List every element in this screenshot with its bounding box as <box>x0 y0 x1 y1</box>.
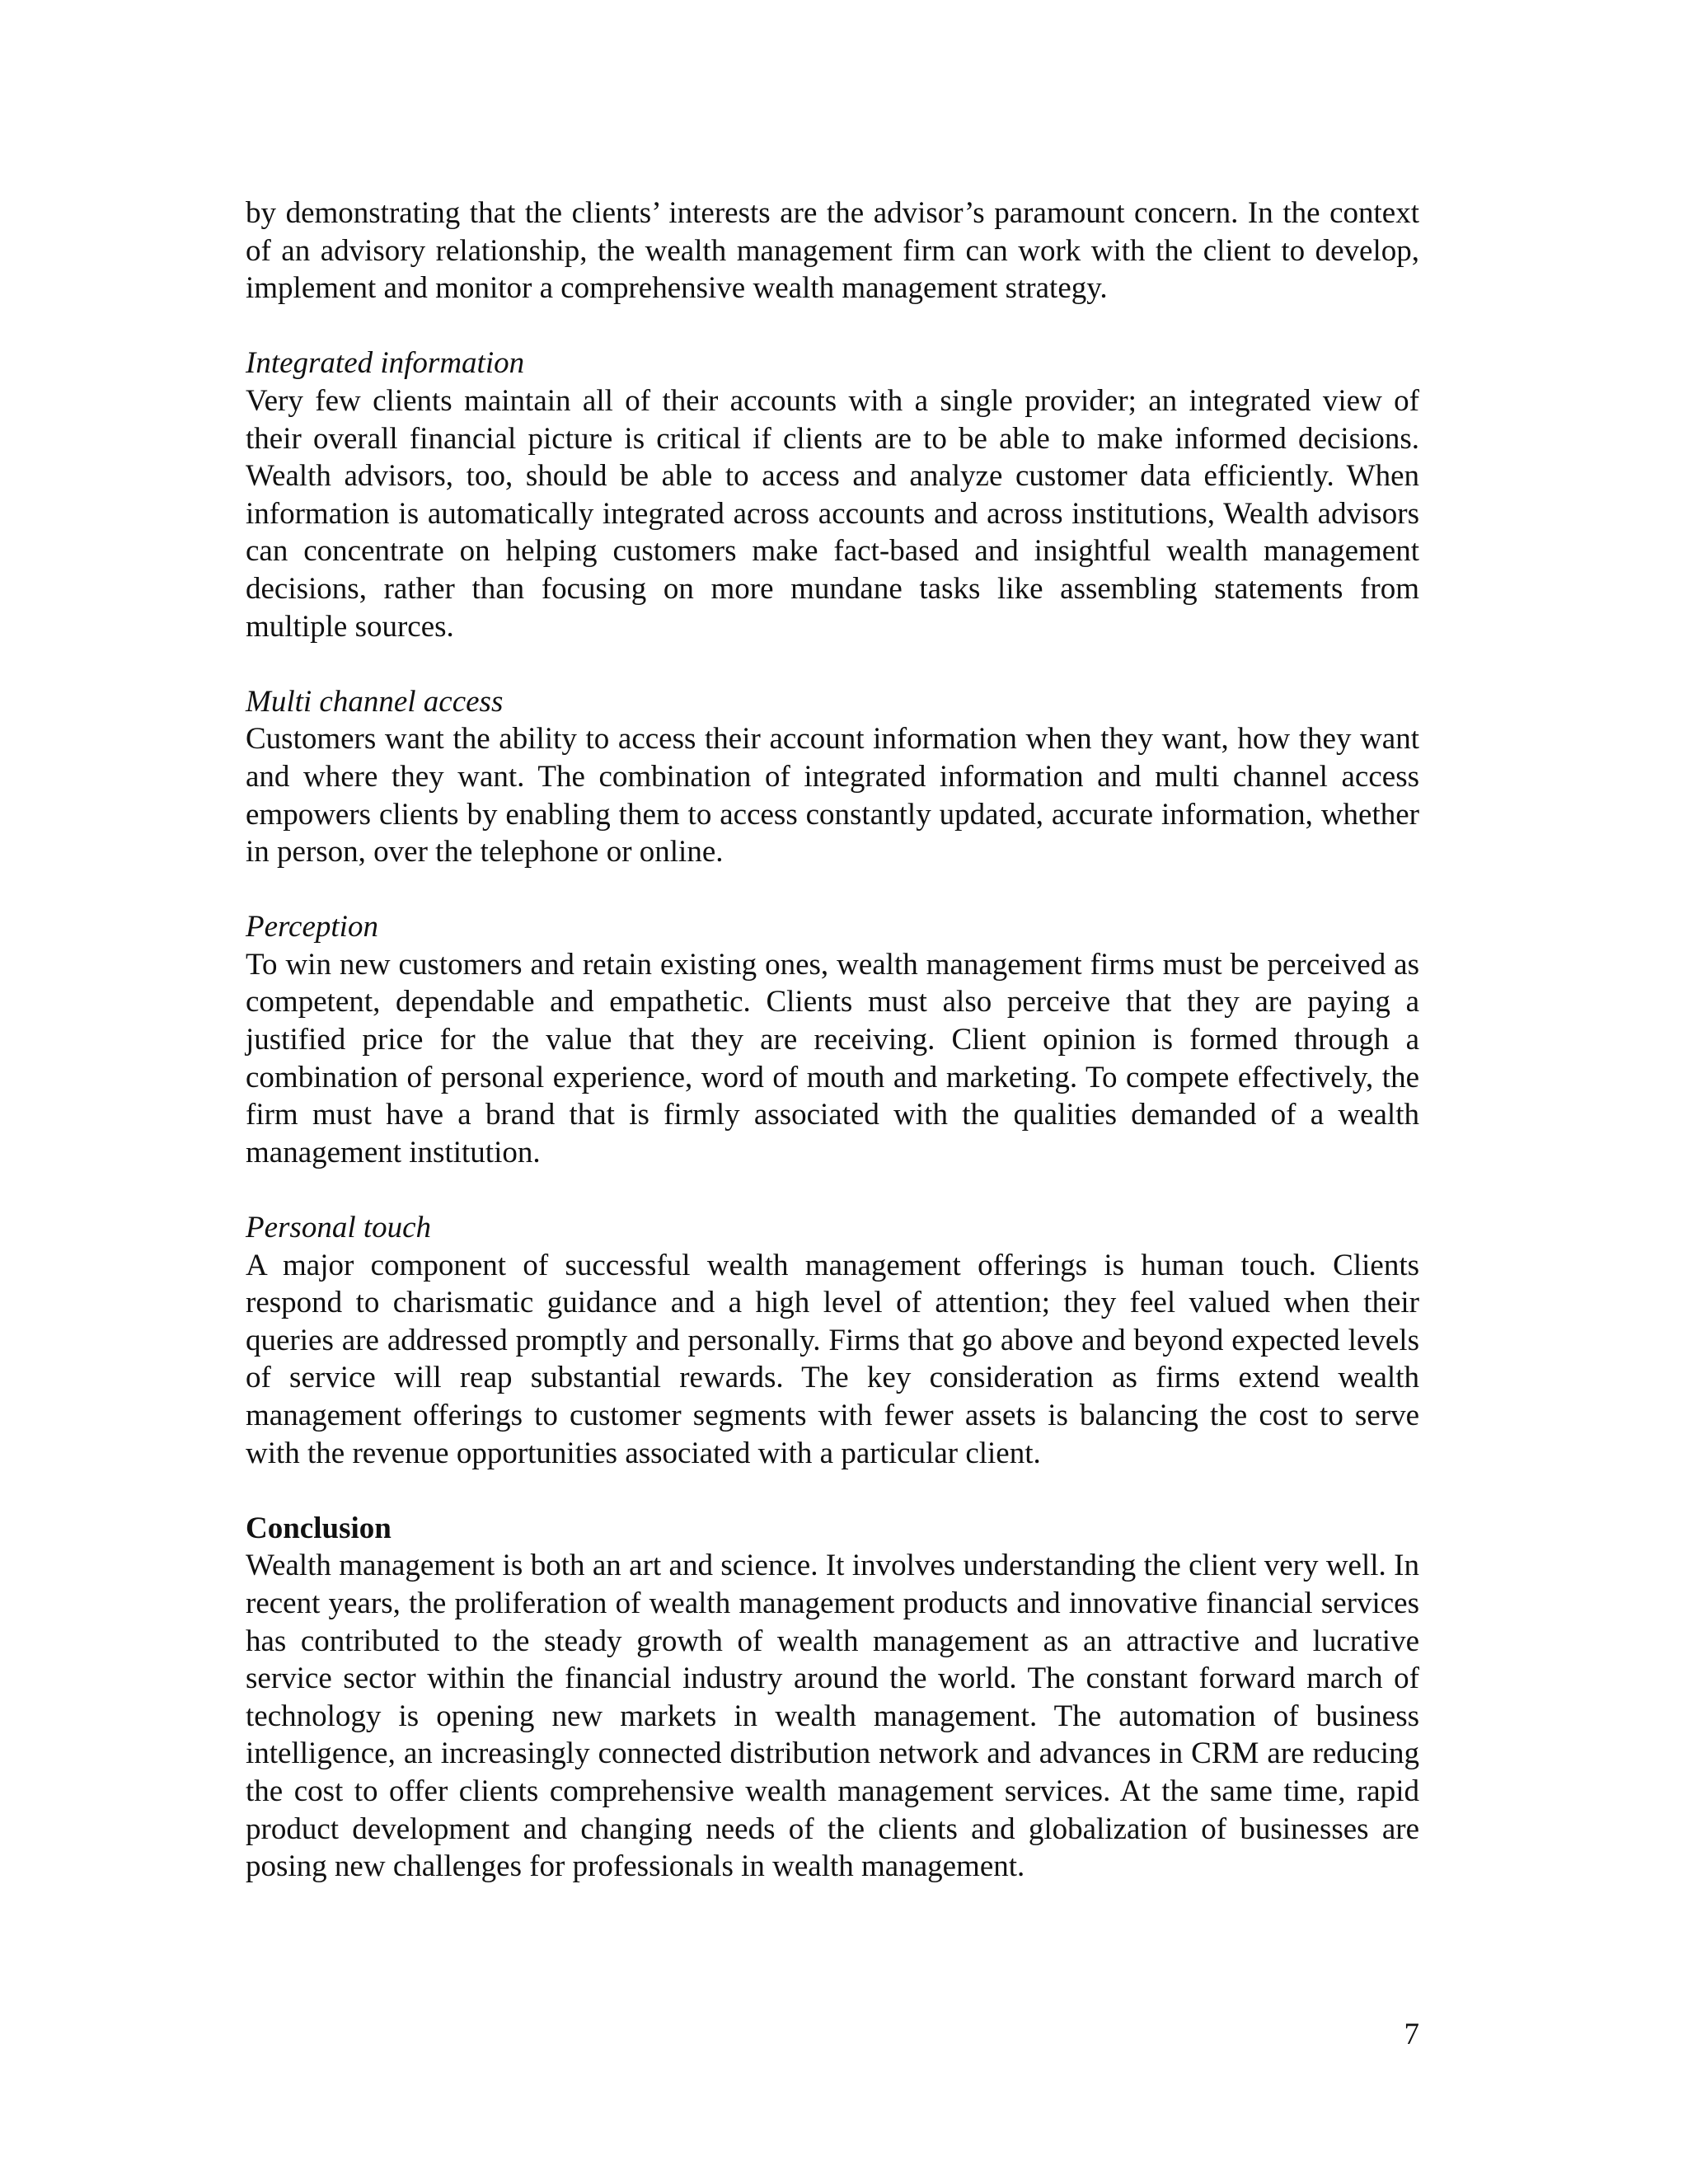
section-perception <box>246 908 1419 1171</box>
page-number: 7 <box>1404 2018 1419 2051</box>
conclusion-heading: Conclusion <box>246 1511 392 1545</box>
conclusion-paragraph: Wealth management is both an art and science. It involves understanding the client very well. In recent years, the proliferation of wealth management products and innovative financial services has contributed to the steady growth of wealth management as an attractive and lucrative service sector within the financial industry around the world. The constant forward march of technology is opening new markets in wealth management. The automation of business intelligence, an increasingly connected distribution network and advances in CRM are reducing the cost to offer clients comprehensive wealth management services. At the same time, rapid product development and changing needs of the clients and globalization of businesses are posing new challenges for professionals in wealth management. <box>246 1549 1419 1884</box>
section-paragraph: Very few clients maintain all of their accounts with a single provider; an integrated view of their overall financial picture is critical if clients are to be able to make informed decisions. Wealth advisors, too, should be able to access and analyze customer data efficiently. When information is automatically integrated across accounts and across institutions, Wealth advisors can concentrate on helping customers make fact-based and insightful wealth management decisions, rather than focusing on more mundane tasks like assembling statements from multiple sources. <box>246 383 1419 644</box>
page-content <box>246 194 1419 1886</box>
section-multi-channel-access <box>246 683 1419 871</box>
section-title: Perception <box>246 910 378 944</box>
section-paragraph: To win new customers and retain existing ones, wealth management firms must be perceived as competent, dependable and empathetic. Clients must also perceive that they are paying a justified price for the value that they are receiving. Client opinion is formed through a combination of personal experience, word of mouth and marketing. To compete effectively, the firm must have a brand that is firmly associated with the qualities demanded of a wealth management institution. <box>246 947 1419 1169</box>
section-title: Multi channel access <box>246 684 504 719</box>
intro-paragraph: by demonstrating that the clients’ interests are the advisor’s paramount concern. In the context of an advisory relationship, the wealth management firm can work with the client to develop, implement and monitor a comprehensive wealth management strategy. <box>246 196 1419 306</box>
section-paragraph: Customers want the ability to access their account information when they want, how they want and where they want. The combination of integrated information and multi channel access empowers clients by enabling them to access constantly updated, accurate information, whether in person, over the telephone or online. <box>246 722 1419 869</box>
section-title: Integrated information <box>246 346 525 381</box>
section-personal-touch <box>246 1209 1419 1472</box>
section-conclusion <box>246 1510 1419 1886</box>
section-paragraph: A major component of successful wealth management offerings is human touch. Clients respond to charismatic guidance and a high level of attention; they feel valued when their queries are addressed promptly and personally. Firms that go above and beyond expected levels of service will reap substantial rewards. The key consideration as firms extend wealth management offerings to customer segments with fewer assets is balancing the cost to serve with the revenue opportunities associated with a particular client. <box>246 1248 1419 1470</box>
section-title: Personal touch <box>246 1211 432 1245</box>
section-integrated-information <box>246 344 1419 645</box>
